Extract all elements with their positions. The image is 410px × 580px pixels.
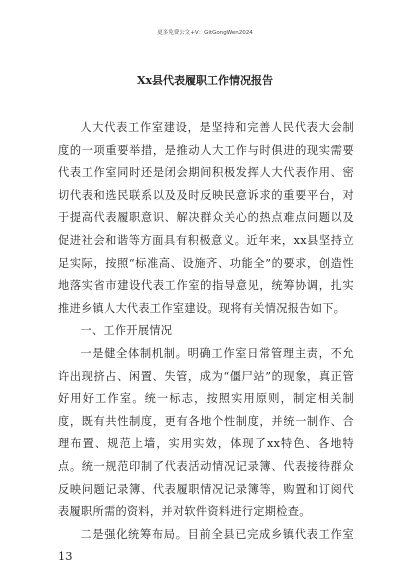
header-watermark: 更多免费公文+V：GitGongWen2024 — [157, 30, 253, 36]
paragraph-point-2: 二是强化统筹布局。目前全县已完成乡镇代表工作室13 — [58, 527, 354, 564]
section-heading: 一、工作开展情况 — [80, 324, 173, 338]
document-title: Xx县代表履职工作情况报告 — [136, 74, 274, 87]
document-body — [58, 117, 354, 569]
paragraph-intro: 人大代表工作室建设，是坚持和完善人民代表大会制度的一项重要举措，是推动人大工作与时俱进的现实需要代表工作室同时还是闭会期间积极发挥人大代表作用、密切代表和选民联系以及及时反映民意诉求的重要平台，对于提高代表履职意识、解决群众关心的热点难点问题以及促进社会和谐等方面具有积极意义。近年来，xx县坚持立足实际，按照“标准高、设施齐、功能全”的要求，创造性地落实省市建设代表工作室的指导意见，统筹协调，扎实推进乡镇人大代表工作室建设。现将有关情况报告如下。 — [58, 121, 354, 315]
paragraph-point-1: 一是健全体制机制。明确工作室日常管理主责，不允许出现挤占、闲置、失管，成为“僵尸站”的现象，真正管好用好工作室。统一标志，按照实用原则，制定相关制度，既有共性制度，更有各地个性制度，并统一制作、合理布置、规范上墙，实用实效，体现了xx特色、各地特点。统一规范印制了代表活动情况记录簿、代表接待群众反映问题记录簿、代表履职情况记录簿等，购置和订阅代表履职所需的资料，并对软件资料进行定期检查。 — [58, 346, 354, 519]
